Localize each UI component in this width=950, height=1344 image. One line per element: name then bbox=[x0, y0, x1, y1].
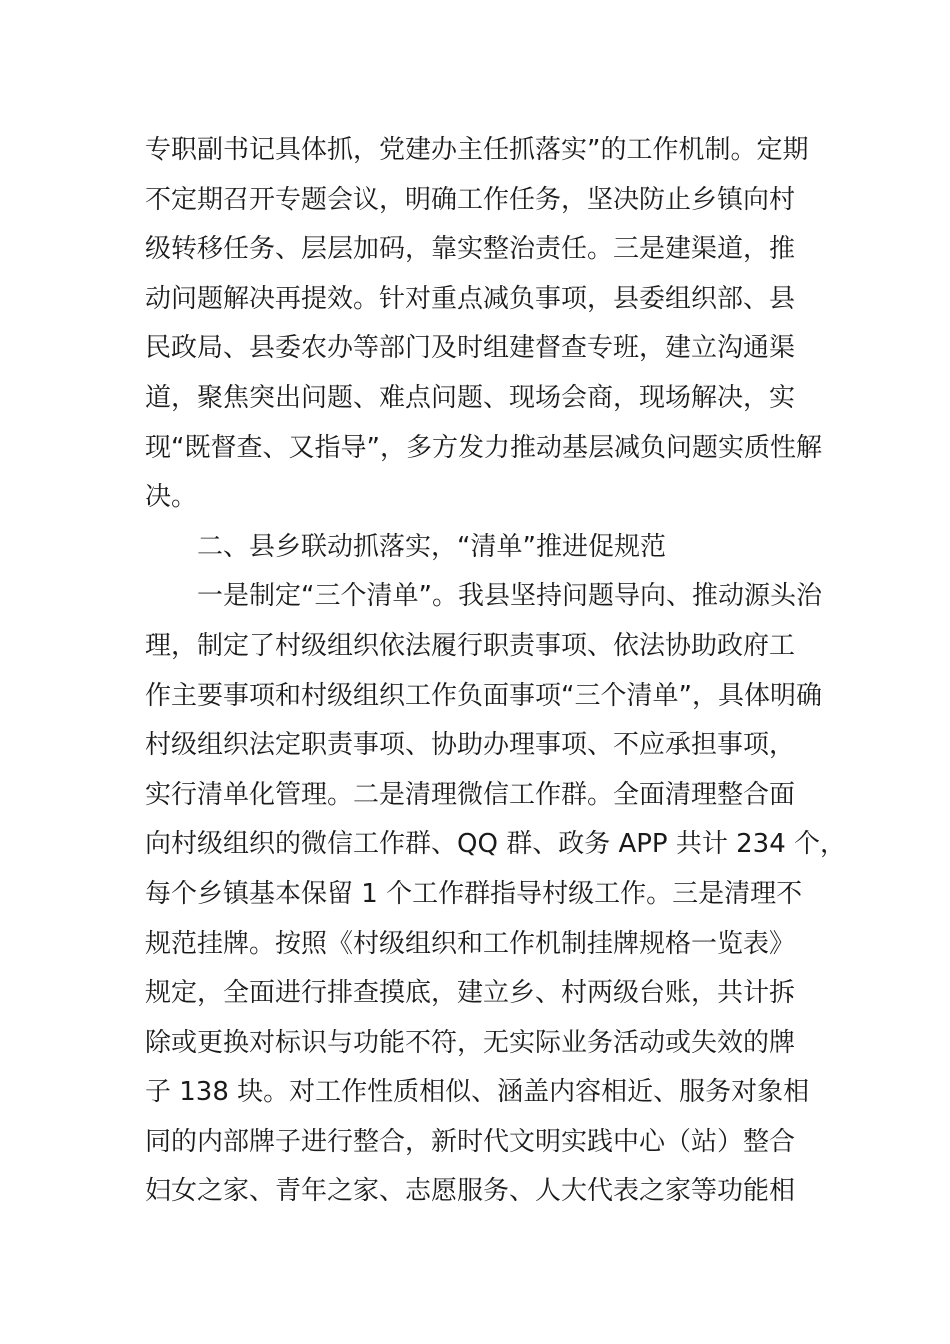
section-heading: 二、县乡联动抓落实，“清单”推进促规范 bbox=[197, 531, 666, 562]
text-line: 作主要事项和村级组织工作负面事项“三个清单”，具体明确 bbox=[145, 680, 822, 711]
text-line: 决。 bbox=[145, 482, 198, 513]
text-line: 规范挂牌。按照《村级组织和工作机制挂牌规格一览表》 bbox=[145, 928, 796, 959]
text-line: 级转移任务、层层加码，靠实整治责任。三是建渠道，推 bbox=[145, 234, 796, 265]
text-line: 除或更换对标识与功能不符，无实际业务活动或失效的牌 bbox=[145, 1027, 796, 1058]
text-line: 专职副书记具体抓，党建办主任抓落实”的工作机制。定期 bbox=[145, 135, 809, 165]
text-line: 实行清单化管理。二是清理微信工作群。全面清理整合面 bbox=[145, 779, 796, 810]
document-body bbox=[145, 126, 847, 1217]
text-line: 向村级组织的微信工作群、QQ 群、政务 APP 共计 234 个， bbox=[145, 829, 847, 860]
text-line: 现“既督查、又指导”，多方发力推动基层减负问题实质性解 bbox=[145, 432, 822, 463]
text-line: 道，聚焦突出问题、难点问题、现场会商，现场解决，实 bbox=[145, 382, 796, 413]
text-line: 不定期召开专题会议，明确工作任务，坚决防止乡镇向村 bbox=[145, 184, 796, 215]
text-line: 规定，全面进行排查摸底，建立乡、村两级台账，共计拆 bbox=[145, 978, 796, 1009]
text-line: 理，制定了村级组织依法履行职责事项、依法协助政府工 bbox=[145, 630, 796, 661]
text-line: 动问题解决再提效。针对重点减负事项，县委组织部、县 bbox=[145, 283, 796, 314]
paragraph-start: 一是制定“三个清单”。我县坚持问题导向、推动源头治 bbox=[197, 581, 822, 612]
text-line: 村级组织法定职责事项、协助办理事项、不应承担事项， bbox=[145, 730, 796, 761]
text-line: 妇女之家、青年之家、志愿服务、人大代表之家等功能相 bbox=[145, 1176, 796, 1207]
text-line: 同的内部牌子进行整合，新时代文明实践中心（站）整合 bbox=[145, 1126, 796, 1157]
text-line: 子 138 块。对工作性质相似、涵盖内容相近、服务对象相 bbox=[145, 1077, 810, 1108]
text-line: 民政局、县委农办等部门及时组建督查专班，建立沟通渠 bbox=[145, 333, 796, 364]
text-line: 每个乡镇基本保留 1 个工作群指导村级工作。三是清理不 bbox=[145, 878, 803, 909]
